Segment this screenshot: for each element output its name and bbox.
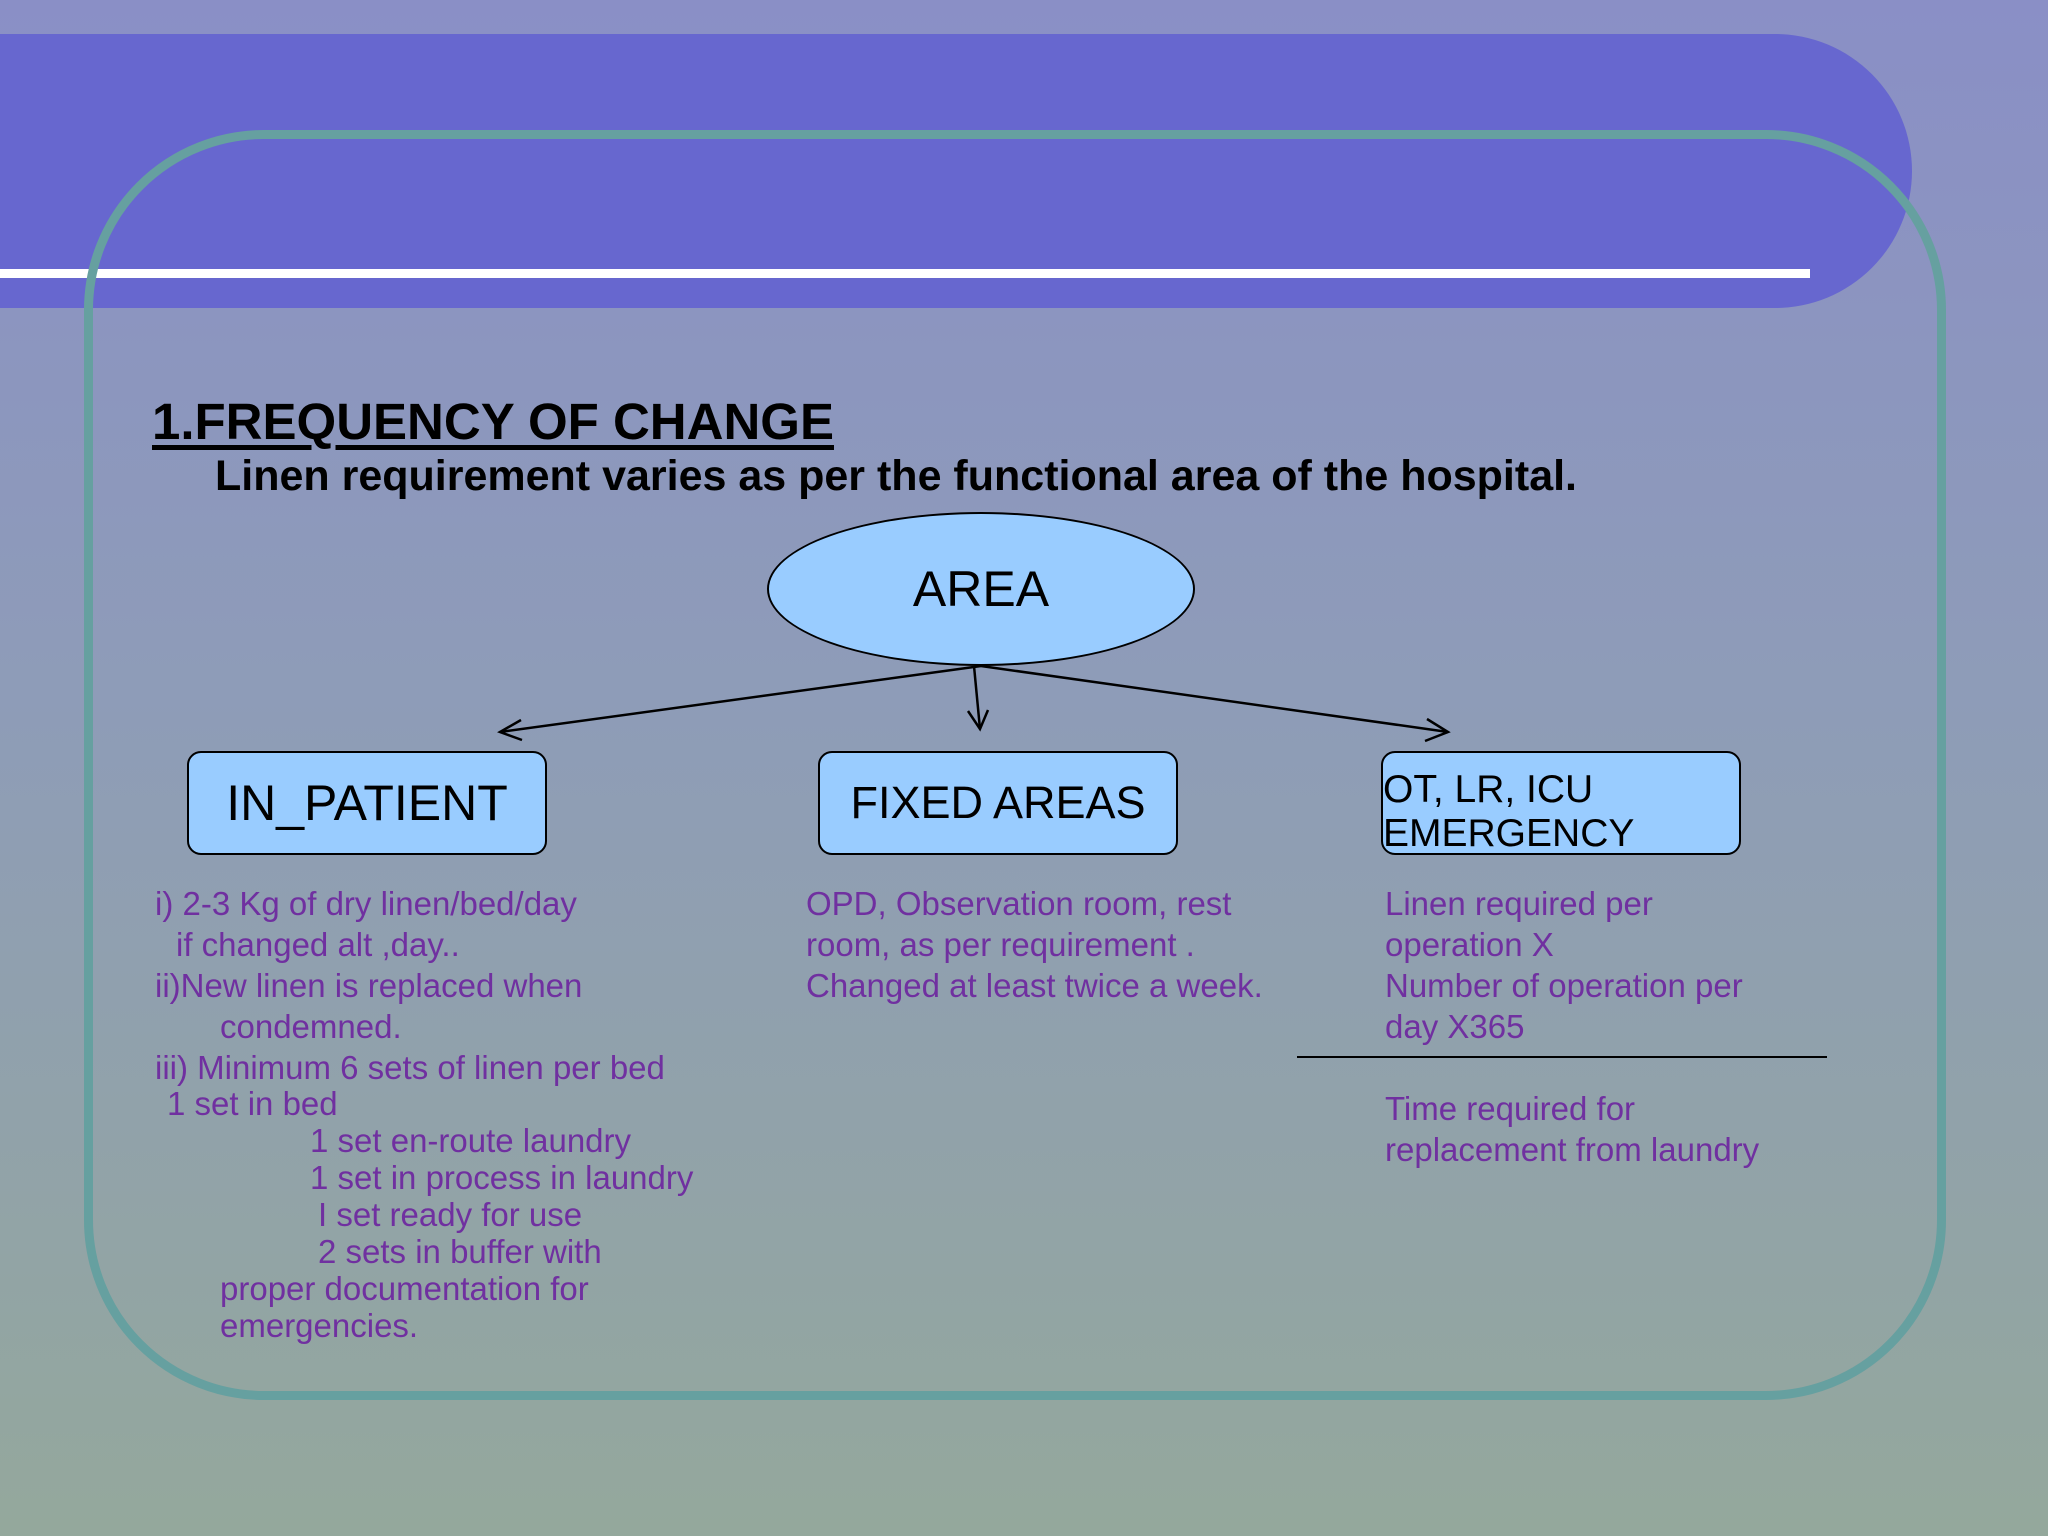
in-patient-note-7: 1 set en-route laundry [310,1122,632,1159]
connector-to-in-patient [500,666,981,732]
in-patient-note-12: emergencies. [220,1307,419,1344]
in-patient-note-11: proper documentation for [220,1270,589,1307]
in-patient-note-5: iii) Minimum 6 sets of linen per bed [155,1049,665,1086]
in-patient-note-6: 1 set in bed [167,1085,338,1122]
ot-numerator-3: Number of operation per [1385,967,1743,1004]
ot-node-line-2: EMERGENCY [1383,812,1635,855]
in-patient-note-4: condemned. [220,1008,402,1045]
in-patient-note-8: 1 set in process in laundry [310,1159,694,1196]
fixed-note-1: OPD, Observation room, rest [806,885,1232,922]
fraction-divider [1297,1056,1827,1058]
in-patient-note-3: ii)New linen is replaced when [155,967,583,1004]
slide-heading: 1.FREQUENCY OF CHANGE [152,393,834,450]
ot-lr-icu-emergency-node [1381,751,1741,855]
ot-node-line-1: OT, LR, ICU [1383,768,1594,812]
ot-numerator-4: day X365 [1385,1008,1525,1045]
fixed-areas-node: FIXED AREAS [818,751,1178,855]
ot-numerator-1: Linen required per [1385,885,1653,922]
ot-numerator-2: operation X [1385,926,1554,963]
connector-to-ot [981,666,1448,732]
in-patient-note-9: I set ready for use [318,1196,583,1233]
in-patient-node: IN_PATIENT [187,751,547,855]
ot-denominator-2: replacement from laundry [1385,1131,1760,1168]
fixed-note-2: room, as per requirement . [806,926,1195,963]
ot-denominator-1: Time required for [1385,1090,1636,1127]
in-patient-note-1: i) 2-3 Kg of dry linen/bed/day [155,885,577,922]
area-node: AREA [767,512,1195,666]
slide-subheading: Linen requirement varies as per the functional area of the hospital. [215,452,1577,500]
fixed-note-3: Changed at least twice a week. [806,967,1263,1004]
in-patient-note-2: if changed alt ,day.. [176,926,460,963]
in-patient-note-10: 2 sets in buffer with [318,1233,602,1270]
